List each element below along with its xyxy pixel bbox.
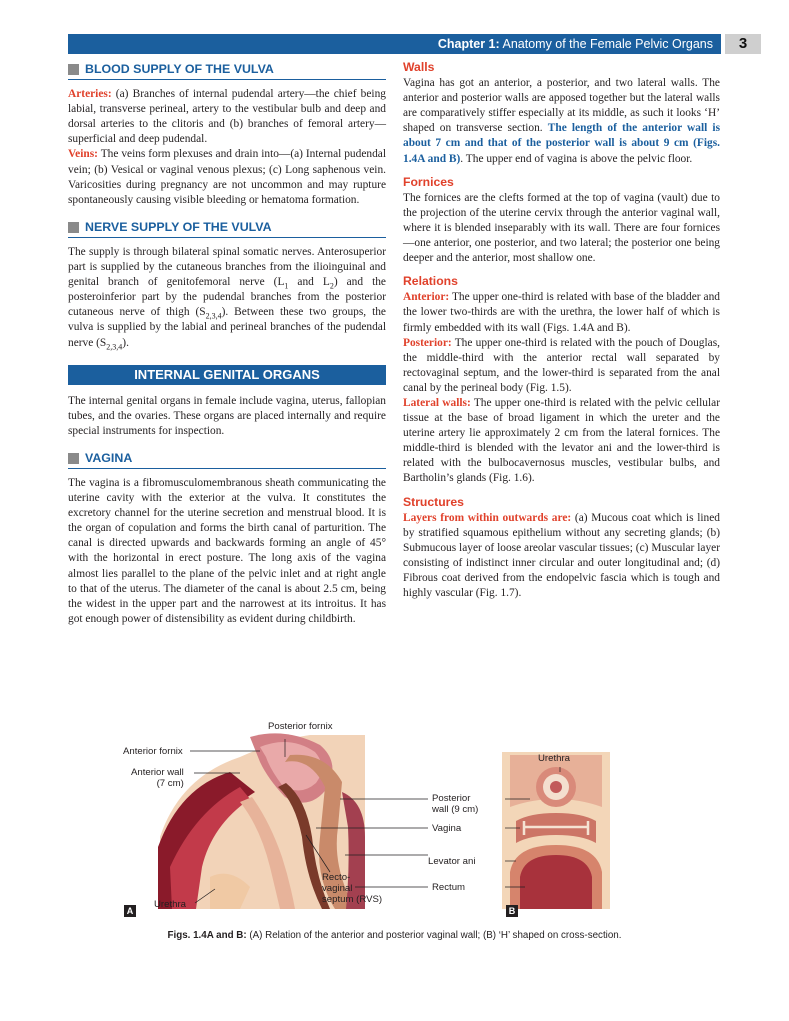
lateral-relation-paragraph: Lateral walls: The upper one-third is related with the pelvic cellular tissue at the base of broad ligament in which the ureter and the uterine artery lie approximately 2 cm from the lateral fornices. The middle-third is blended with the levator ani and the lower-third is related with the bulbocavernosus muscles, vestibular bulbs, and Bartholin’s glands (Fig. 1.6). — [403, 396, 720, 485]
subheading-fornices: Fornices — [403, 174, 454, 189]
subheading-structures: Structures — [403, 494, 464, 509]
label-rectovaginal-septum: Recto- vaginal septum (RVS) — [322, 872, 383, 905]
label-anterior-fornix: Anterior fornix — [123, 746, 183, 757]
figure-1-4 — [110, 717, 670, 927]
fornices-paragraph: The fornices are the clefts formed at the top of vagina (vault) due to the projection of the uterine cervix through the anterior vaginal wall, where it is blended inseparably with its wall. There are four fornices—one anterior, one posterior, and two lateral; the posterior one being deeper and the anterior, most shallow one. — [403, 191, 720, 265]
walls-paragraph: Vagina has got an anterior, a posterior, and two lateral walls. The anterior and posterior walls are apposed together but the lateral walls are comparatively stiffer especially at its middle, as such it looks ‘H’ shaped on transverse section. The length of the anterior wall is about 7 cm and that of the posterior wall is about 9 cm (Figs. 1.4A and B). The upper end of vagina is above the pelvic floor. — [403, 77, 721, 165]
right-column — [403, 60, 720, 601]
vagina-paragraph: The vagina is a fibromusculomembranous sheath communicating the uterine cavity with the exterior at the vulva. It constitutes the excretory channel for the uterine secretion and menstrual blood. It is the organ of copulation and forms the birth canal of parturition. The canal is directed upwards and backwards forming an angle of 45° with the horizontal in erect posture. The long axis of the vagina almost lies parallel to the plane of the pelvic inlet and at right angle to that of the uterus. The diameter of the canal is about 2.5 cm, being the widest in the upper part and the narrowest at its introitus. It has got enough power of distensibility as evident during childbirth. — [68, 476, 386, 625]
panel-tag-a: A — [124, 905, 136, 917]
label-vagina: Vagina — [432, 823, 462, 834]
running-header — [68, 34, 721, 54]
label-urethra-b: Urethra — [538, 753, 570, 764]
heading-marker-icon — [68, 222, 79, 233]
section-heading-blood-supply: BLOOD SUPPLY OF THE VULVA — [68, 60, 386, 80]
panel-tag-b: B — [506, 905, 518, 917]
nerve-paragraph: The supply is through bilateral spinal somatic nerves. Anterosuperior part is supplied by the cutaneous branches from the ilioinguinal and genital branch of genitofemoral nerve ($L_1$ and $L_2$) and the posteroinferior part by the pudendal branches from the posterior cutaneous nerve of thigh $(S_{2,3,4})$. Between these two groups, the vulva is supplied by the labial and perineal branches of the pudendal nerve $(S_{2,3,4})$. — [68, 245, 386, 351]
chapter-title: Anatomy of the Female Pelvic Organs — [502, 37, 713, 51]
section-heading-vagina: VAGINA — [68, 449, 386, 469]
label-levator-ani: Levator ani — [428, 856, 476, 867]
subheading-relations: Relations — [403, 274, 458, 289]
label-urethra-a: Urethra — [154, 899, 186, 910]
heading-marker-icon — [68, 453, 79, 464]
posterior-relation-paragraph: Posterior: The upper one-third is related with the pouch of Douglas, the middle-third with the anterior rectal wall separated by rectovaginal septum, and the lower-third is separated from the anal canal by the perineal body (Fig. 1.5). — [403, 336, 720, 394]
label-posterior-wall: Posterior wall (9 cm) — [432, 793, 479, 815]
heading-marker-icon — [68, 64, 79, 75]
sagittal-section-illustration — [110, 717, 670, 927]
arteries-paragraph: Arteries: (a) Branches of internal pudendal artery—the chief being labial, transverse perineal, artery to the vestibular bulb and deep and dorsal arteries to the clitoris and (b) branches of femoral artery—superficial and deep pudendal. — [68, 88, 386, 146]
chapter-number: Chapter 1: — [437, 37, 500, 51]
section-band-internal-genital-organs: INTERNAL GENITAL ORGANS — [68, 365, 386, 385]
label-rectum: Rectum — [432, 882, 466, 893]
label-anterior-wall: Anterior wall (7 cm) — [131, 767, 184, 789]
figure-caption: Figs. 1.4A and B: (A) Relation of the anterior and posterior vaginal wall; (B) ‘H’ shaped on cross-section. — [167, 930, 622, 941]
left-column — [68, 60, 386, 627]
section-heading-nerve-supply: NERVE SUPPLY OF THE VULVA — [68, 218, 386, 238]
anterior-relation-paragraph: Anterior: The upper one-third is related with base of the bladder and the lower two-thirds are with the urethra, the lower half of which is firmly embedded with its wall (Figs. 1.4A and B). — [403, 291, 720, 334]
label-posterior-fornix: Posterior fornix — [268, 721, 333, 732]
subheading-walls: Walls — [403, 60, 435, 74]
veins-paragraph: Veins: The veins form plexuses and drain into—(a) Internal pudendal vein; (b) Vesical or vaginal venous plexus; (c) Long saphenous vein. Varicosities during pregnancy are not uncommon and may rupture spontaneously causing visible bleeding or hematoma formation. — [68, 148, 386, 206]
layers-paragraph: Layers from within outwards are: (a) Mucous coat which is lined by stratified squamous epithelium without any secreting glands; (b) Submucous layer of loose areolar vascular tissues; (c) Muscular layer consisting of indistinct inner circular and outer longitudinal and; (d) Fibrous coat derived from the endopelvic fascia which is tough and highly vascular (Fig. 1.7). — [403, 511, 720, 600]
page-number: 3 — [725, 34, 761, 54]
internal-paragraph: The internal genital organs in female include vagina, uterus, fallopian tubes, and the ovaries. These organs are placed internally and require special instruments for inspection. — [68, 394, 386, 437]
